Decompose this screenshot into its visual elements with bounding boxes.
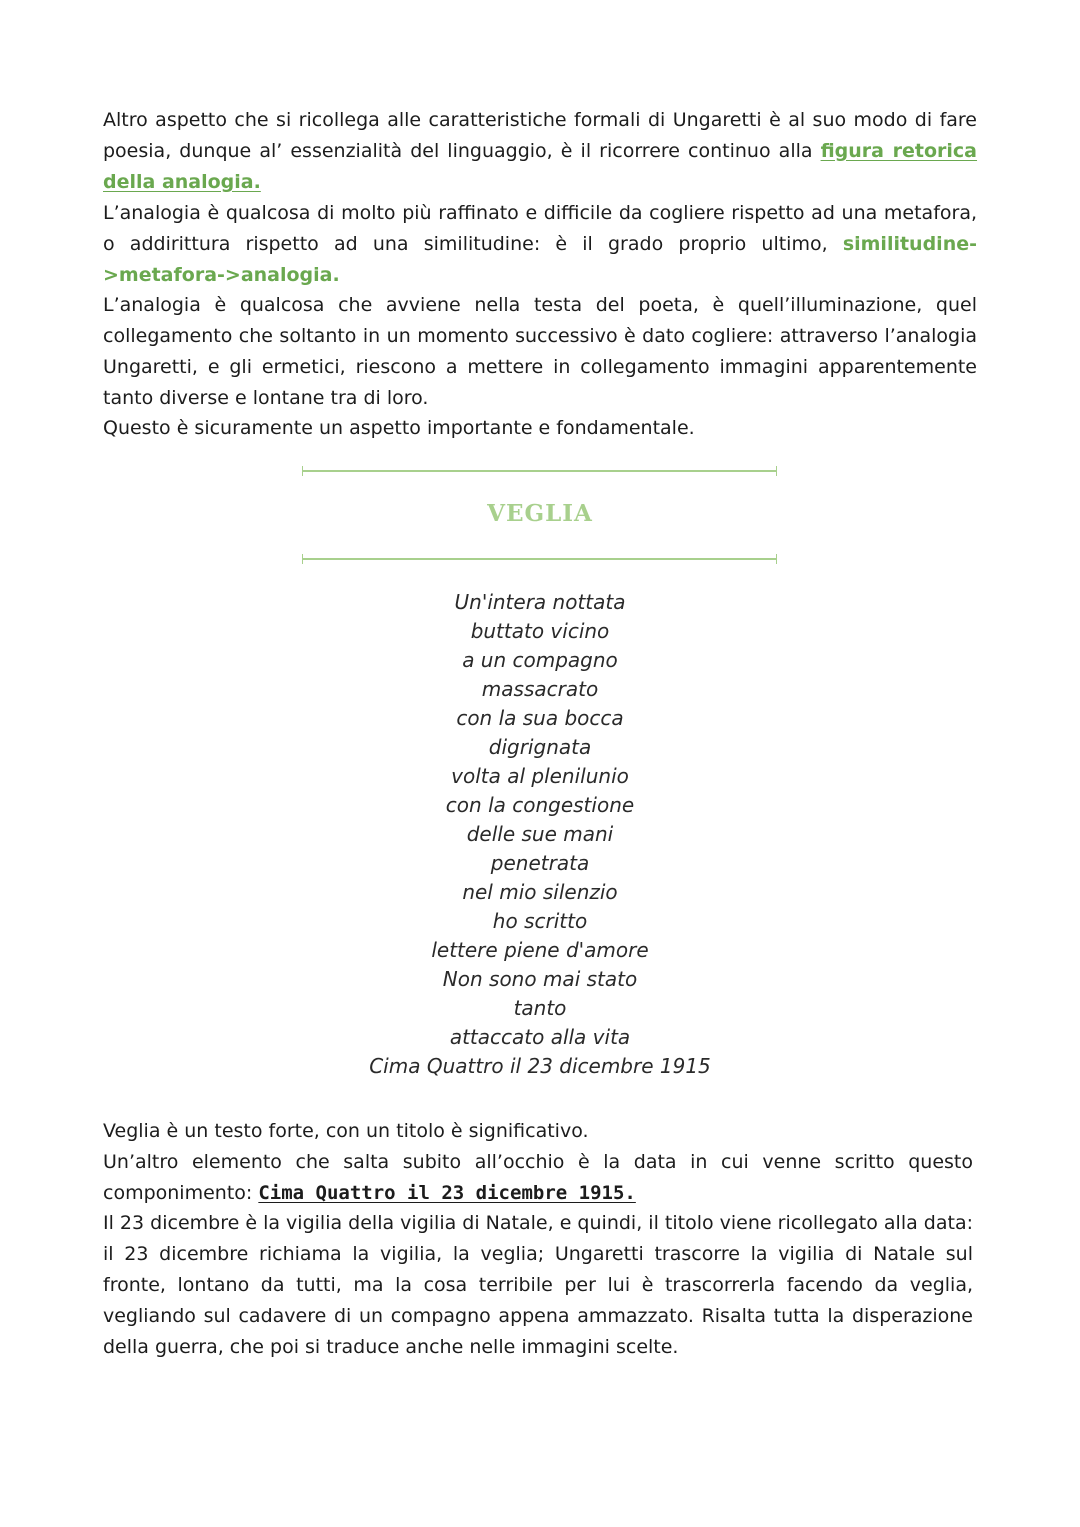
title-divider-bottom <box>302 554 777 564</box>
poem-verse: con la congestione <box>445 793 635 817</box>
poem-verse: delle sue mani <box>466 822 614 846</box>
poem-verse: ho scritto <box>492 909 588 933</box>
poem-title: VEGLIA <box>487 500 593 527</box>
poem-body <box>0 588 1080 1081</box>
paragraph-veglia-intro: Veglia è un testo forte, con un titolo è significativo. <box>103 1120 589 1142</box>
figura-retorica-link[interactable]: figura retorica della analogia. <box>103 140 978 193</box>
poem-verse: Cima Quattro il 23 dicembre 1915 <box>369 1054 711 1078</box>
poem-verse: Un'intera nottata <box>454 590 626 614</box>
paragraph-date-element <box>103 1147 973 1209</box>
poem-verse: massacrato <box>481 677 599 701</box>
date-link[interactable]: Cima Quattro il 23 dicembre 1915. <box>258 1182 636 1204</box>
poem-verse: penetrata <box>490 851 590 875</box>
poem-verse: attaccato alla vita <box>449 1025 631 1049</box>
poem-verse: volta al plenilunio <box>451 764 629 788</box>
paragraph-vigilia-explanation: Il 23 dicembre è la vigilia della vigilia di Natale, e quindi, il titolo viene ricollegato alla data: il 23 dicembre richiama la vigilia, la veglia; Ungaretti trascorre la vigilia di Natale sul fronte, lontano da tutti, ma la cosa terribile per lui è trascorrerla facendo da veglia, vegliando sul cadavere di un compagno appena ammazzato. Risalta tutta la disperazione della guerra, che poi si traduce anche nelle immagini scelte. <box>103 1212 973 1358</box>
similitudine-chain-highlight: similitudine->metafora->analogia. <box>103 233 977 286</box>
poem-verse: con la sua bocca <box>456 706 624 730</box>
poem-verse: buttato vicino <box>470 619 610 643</box>
paragraph-text: Un’altro elemento che salta subito all’occhio è la data in cui venne scritto questo componimento: <box>103 1151 973 1204</box>
paragraph-analogia-illumination: L’analogia è qualcosa che avviene nella testa del poeta, è quell’illuminazione, quel collegamento che soltanto in un momento successivo è dato cogliere: attraverso l’analogia Ungaretti, e gli ermetici, riescono a mettere in collegamento immagini apparentemente tanto diverse e lontane tra di loro. <box>103 294 977 409</box>
poem-verse: digrignata <box>488 735 592 759</box>
paragraph-analogia-definition <box>103 198 977 291</box>
paragraph-text: Altro aspetto che si ricollega alle caratteristiche formali di Ungaretti è al suo modo di fare poesia, dunque al’ essenzialità del linguaggio, è il ricorrere continuo alla <box>103 109 977 162</box>
poem-verse: tanto <box>513 996 567 1020</box>
poem-verse: lettere piene d'amore <box>431 938 649 962</box>
title-divider-top <box>302 466 777 476</box>
poem-verse: Non sono mai stato <box>442 967 638 991</box>
paragraph-analogia-intro <box>103 105 977 198</box>
poem-verse: a un compagno <box>462 648 618 672</box>
paragraph-text: L’analogia è qualcosa di molto più raffinato e difficile da cogliere rispetto ad una metafora, o addirittura rispetto ad una similitudine: è il grado proprio ultimo, <box>103 202 977 255</box>
paragraph-conclusion: Questo è sicuramente un aspetto importante e fondamentale. <box>103 417 695 439</box>
poem-verse: nel mio silenzio <box>462 880 618 904</box>
